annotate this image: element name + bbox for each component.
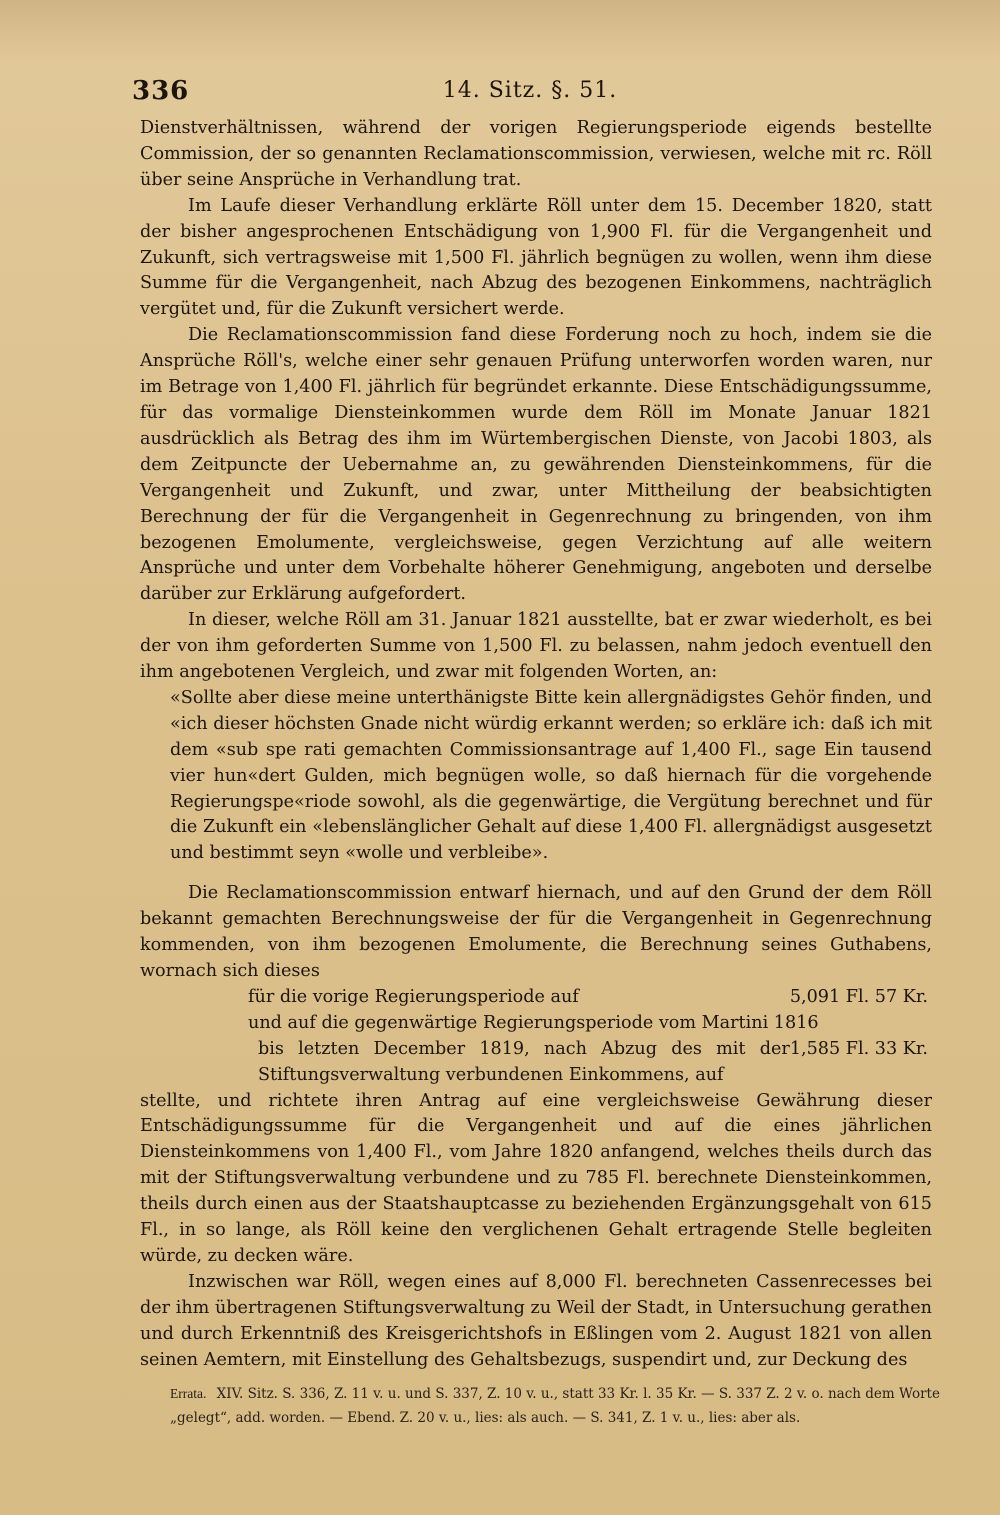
paragraph-3: Die Reclamationscommission fand diese Forderung noch zu hoch, indem sie die Ansprüche Röll's, welche einer sehr genauen Prüfung unterworfen worden waren, nur im Betrage von 1,400 Fl. jährlich für begründet erkannte. Diese Entschädigungssumme, für das vormalige Diensteinkommen wurde dem Röll im Monate Januar 1821 ausdrücklich als Betrag des ihm im Würtembergischen Dienste, von Jacobi 1803, als dem Zeitpuncte der Uebernahme an, zu gewährenden Diensteinkommens, für die Vergangenheit und Zukunft, und zwar, unter Mittheilung der beabsichtigten Berechnung der für die Vergangenheit in Gegenrechnung zu bringenden, von ihm bezogenen Emolumente, vergleichsweise, gegen Verzichtung auf alle weitern Ansprüche und unter dem Vorbehalte höherer Genehmigung, angeboten und derselbe darüber zur Erklärung aufgefordert. (140, 325, 932, 605)
body-text (140, 116, 932, 1374)
paragraph-5: Die Reclamationscommission entwarf hiernach, und auf den Grund der dem Röll bekannt gemachten Berechnungsweise der für die Vergangenheit in Gegenrechnung kommenden, von ihm bezogenen Emolumente, die Berechnung seines Guthabens, wornach sich dieses (140, 883, 932, 981)
page-number: 336 (132, 76, 190, 106)
quotation: «Sollte aber diese meine unterthänigste Bitte kein allergnädigstes Gehör finden, und «ich dieser höchsten Gnade nicht würdig erkannt werden; so erkläre ich: daß ich mit dem «sub spe rati gemachten Commissionsantrage auf 1,400 Fl., sage Ein tausend vier hun«dert Gulden, mich begnügen wolle, so daß hiernach für die vorgehende Regierungspe«riode sowohl, als die gegenwärtige, die Vergütung berechnet und für die Zukunft ein «lebenslänglicher Gehalt auf diese 1,400 Fl. allergnädigst ausgesetzt und bestimmt seyn «wolle und verbleibe». (170, 687, 932, 864)
errata-label: Errata. (170, 1386, 207, 1401)
paragraph-1: Dienstverhältnissen, während der vorigen Regierungsperiode eigends bestellte Commission, der so genannten Reclamationscommission, verwiesen, welche mit rc. Röll über seine Ansprüche in Verhandlung trat. (140, 118, 932, 190)
paragraph-6: stellte, und richtete ihren Antrag auf eine vergleichsweise Gewährung dieser Entschädigungssumme für die Vergangenheit und auf die eines jährlichen Diensteinkommens von 1,400 Fl., vom Jahre 1820 anfangend, welches theils durch das mit der Stiftungsverwaltung verbundene und zu 785 Fl. berechnete Diensteinkommen, theils durch einen aus der Staatshauptcasse zu beziehenden Ergänzungsgehalt von 615 Fl., in so lange, als Röll keine den verglichenen Gehalt ertragende Stelle begleiten würde, zu decken wäre. (140, 1090, 932, 1266)
amount-entry-value: 1,585 Fl. 33 Kr. (789, 1038, 928, 1059)
amount-entry-current-period-line-1 (140, 1011, 932, 1037)
paragraph-2: Im Laufe dieser Verhandlung erklärte Röll unter dem 15. December 1820, statt der bisher angesprochenen Entschädigung von 1,900 Fl. für die Vergangenheit und Zukunft, sich vertragsweise mit 1,500 Fl. jährlich begnügen zu wollen, wenn ihm diese Summe für die Vergangenheit, nach Abzug des bezogenen Einkommens, nachträglich vergütet und, für die Zukunft versichert werde. (140, 195, 932, 320)
amount-entry-previous-period (140, 985, 932, 1011)
paragraph-7: Inzwischen war Röll, wegen eines auf 8,000 Fl. berechneten Cassenrecesses bei der ihm übertragenen Stiftungsverwaltung zu Weil der Stadt, in Untersuchung gerathen und durch Erkenntniß des Kreisgerichtshofs in Eßlingen vom 2. August 1821 von allen seinen Aemtern, mit Einstellung des Gehaltsbezugs, suspendirt und, zur Deckung des (140, 1271, 932, 1370)
paragraph-4: In dieser, welche Röll am 31. Januar 1821 ausstellte, bat er zwar wiederholt, es bei der von ihm geforderten Summe von 1,500 Fl. zu belassen, nahm jedoch eventuell den ihm angebotenen Vergleich, und zwar mit folgenden Worten, an: (140, 610, 932, 683)
amount-entry-label: bis letzten December 1819, nach Abzug des mit der Stiftungsverwaltung verbundenen Einkommens, auf (258, 1038, 790, 1085)
page-top-shading (0, 0, 1000, 60)
amount-entry-current-period (140, 1037, 932, 1089)
amount-entry-label: für die vorige Regierungsperiode auf (248, 986, 579, 1007)
errata-footnote (170, 1382, 950, 1430)
amount-entry-label: und auf die gegenwärtige Regierungsperiode vom Martini 1816 (248, 1012, 819, 1033)
amount-entry-value: 5,091 Fl. 57 Kr. (789, 986, 928, 1007)
running-head: 14. Sitz. §. 51. (442, 78, 618, 103)
page-header (120, 76, 940, 112)
errata-text: XIV. Sitz. S. 336, Z. 11 v. u. und S. 337, Z. 10 v. u., statt 33 Kr. l. 35 Kr. — S. 337 Z. 2 v. o. nach dem Worte „gelegt“, add. worden. — Ebend. Z. 20 v. u., lies: als auch. — S. 341, Z. 1 v. u., lies: aber als. (170, 1386, 940, 1426)
